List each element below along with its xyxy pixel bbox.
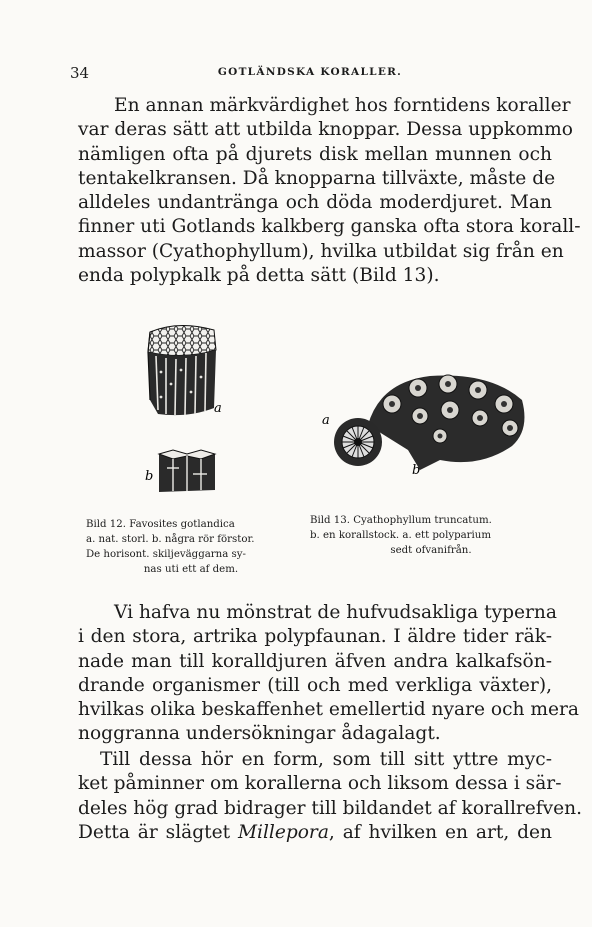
text-line: En annan märkvärdighet hos forntidens koraller [114,95,571,116]
text-line: deles hög grad bidrager till bildandet af korallrefven. [78,797,583,819]
figure-12-caption [86,517,296,577]
figure-12-label-a: a [214,401,222,416]
text-segment: , af hvilken en art, den [328,821,552,843]
page-number: 34 [70,64,90,82]
text-line: drande organismer (till och med verkliga växter), [78,674,552,696]
paragraph-polyp-fauna [78,601,580,747]
text-line: Till dessa hör en form, som till sitt yttre myc- [100,749,552,770]
genus-name: Millepora [237,821,329,843]
caption-line: a. nat. storl. b. några rör förstor. [86,534,255,545]
caption-line: nas uti ett af dem. [143,564,239,575]
caption-line: Bild 12. Favosites gotlandica [86,519,235,530]
page-header [70,64,550,82]
text-line: Vi hafva nu mönstrat de hufvudsakliga typerna [114,602,557,623]
text-line: tentakelkransen. Då knopparna tillväxte, måste de [78,167,556,189]
figure-12-label-b: b [145,469,154,484]
text-line: ket påminner om korallerna och liksom dessa i sär- [78,773,562,795]
text-line: finner uti Gotlands kalkberg ganska ofta stora korall- [78,216,581,238]
text-segment: Detta är slägtet [78,821,238,843]
favosites-tubes-magnified-illustration [143,446,219,496]
text-line: i den stora, artrika polypfaunan. I äldre tider räk- [78,626,552,648]
paragraph-budding [78,94,581,288]
text-line: alldeles undantränga och döda moderdjuret. Man [78,192,552,214]
caption-line: Bild 13. Cyathophyllum truncatum. [310,515,492,526]
figure-13-label-b: b [412,463,421,478]
caption-line: sedt ofvanifrån. [390,545,472,556]
favosites-coral-block-illustration [128,322,228,432]
text-line: nämligen ofta på djurets disk mellan munnen och [78,143,552,165]
text-line: enda polypkalk på detta sätt (Bild 13). [78,265,440,287]
figure-13-caption [310,513,552,558]
figure-13-label-a: a [322,413,330,428]
text-line: nade man till koralldjuren äfven andra kalkafsön- [78,650,552,672]
text-line: var deras sätt att utbilda knoppar. Dessa uppkommo [78,119,573,141]
text-line: massor (Cyathophyllum), hvilka utbildat sig från en [78,240,564,262]
paragraph-millepora [78,748,583,845]
text-line: hvilkas olika beskaffenhet emellertid nyare och mera [78,699,580,721]
cyathophyllum-coral-illustration [320,370,530,482]
text-line: noggranna undersökningar ådagalagt. [78,723,441,745]
caption-line: b. en korallstock. a. ett polyparium [310,530,492,541]
text-line [78,821,552,845]
caption-line: De horisont. skiljeväggarna sy- [86,549,246,560]
running-head: GOTLÄNDSKA KORALLER. [217,66,403,78]
